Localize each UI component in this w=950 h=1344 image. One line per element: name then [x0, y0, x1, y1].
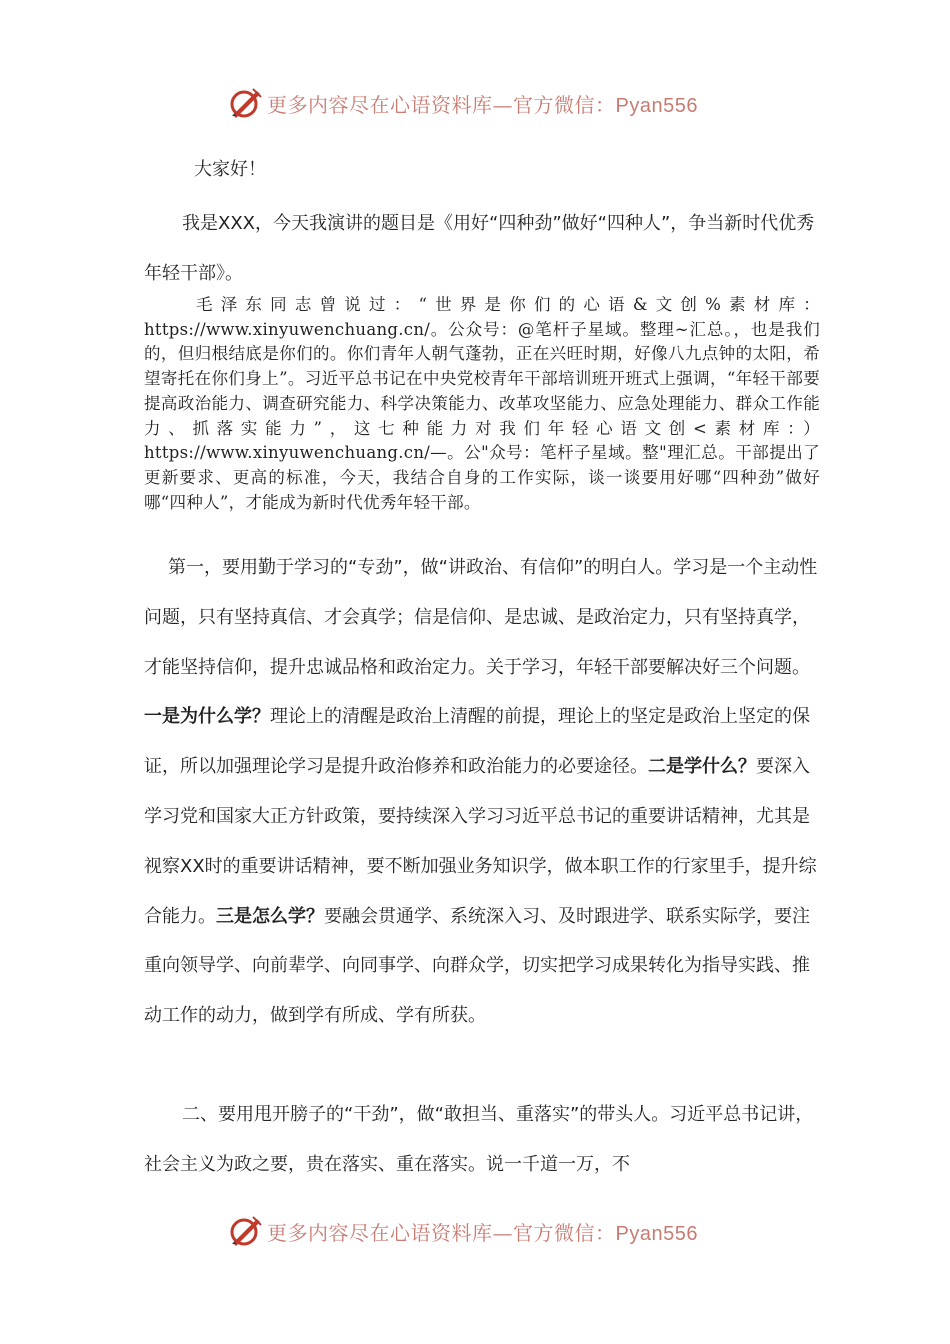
- first-point-text-a: 第一，要用勤于学习的“专劲”，做“讲政治、有信仰”的明白人。学习是一个主动性问题，只有坚持真信、才会真学；信是信仰、是忠诚、是政治定力，只有坚持真学，才能坚持信仰，提升忠诚品格和政治定力。关于学习，年轻干部要解决好三个问题。: [144, 557, 818, 678]
- first-point-text-b: 理论上的清醒是政治上清醒的前提，理论上的坚定是政治上坚定的保证，所以加强理论学习是提升政治修养和政治能力的必要途径。: [144, 706, 810, 778]
- quote-paragraph: 毛泽东同志曾说过：“世界是你们的心语&文创%素材库：https://www.xinyuwenchuang.cn/。公众号：@笔杆子星域。整理~汇总。，也是我们的，但归根结底是你们的。你们青年人朝气蓬勃，正在兴旺时期，好像八九点钟的太阳，希望寄托在你们身上”。习近平总书记在中央党校青年干部培训班开班式上强调，“年轻干部要提高政治能力、调查研究能力、科学决策能力、改革攻坚能力、应急处理能力、群众工作能力、抓落实能力”，这七种能力对我们年轻心语文创<素材库：）https://www.xinyuwenchuang.cn/—。公"众号：笔杆子星域。整"理汇总。干部提出了更新要求、更高的标准，今天，我结合自身的工作实际，谈一谈要用好哪“四种劲”做好哪“四种人”，才能成为新时代优秀年轻干部。: [144, 295, 820, 512]
- header-banner: [0, 83, 950, 123]
- footer-banner-text: 更多内容尽在心语资料库—官方微信：Pyan556: [267, 1220, 698, 1245]
- first-point-text-d: 要融会贯通学、系统深入习、及时跟进学、联系实际学，要注重向领导学、向前辈学、向同事学、向群众学，切实把学习成果转化为指导实践、推动工作的动力，做到学有所成、学有所获。: [144, 905, 810, 1027]
- question-what-learn: 二是学什么？: [648, 756, 756, 778]
- header-banner-text: 更多内容尽在心语资料库—官方微信：Pyan556: [267, 92, 698, 117]
- intro-paragraph: 我是XXX，今天我演讲的题目是《用好“四种劲”做好“四种人”，争当新时代优秀年轻干部》。: [144, 213, 815, 284]
- question-why-learn: 一是为什么学？: [144, 706, 270, 728]
- question-how-learn: 三是怎么学？: [216, 905, 324, 927]
- first-point-paragraph: [144, 543, 820, 1041]
- header-wechat-id: Pyan556: [615, 94, 698, 117]
- pen-logo-icon: [227, 85, 263, 121]
- second-point-paragraph: 二、要用甩开膀子的“干劲”，做“敢担当、重落实”的带头人。习近平总书记讲，社会主义为政之要，贵在落实、重在落实。说一千道一万，不: [144, 1104, 814, 1175]
- footer-banner: [0, 1211, 950, 1251]
- pen-logo-icon: [227, 1213, 263, 1249]
- greeting: 大家好！: [194, 159, 266, 180]
- footer-wechat-id: Pyan556: [615, 1222, 698, 1245]
- first-point-text-c: 要深入学习党和国家大正方针政策，要持续深入学习习近平总书记的重要讲话精神，尤其是视察XX时的重要讲话精神，要不断加强业务知识学，做本职工作的行家里手，提升综合能力。: [144, 756, 817, 927]
